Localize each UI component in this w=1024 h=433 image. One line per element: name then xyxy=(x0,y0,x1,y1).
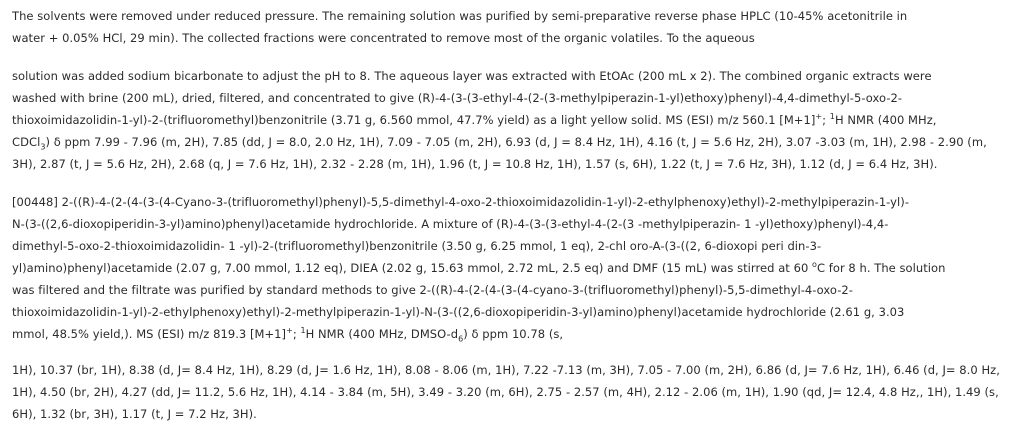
text-line: thioxoimidazolidin-1-yl)-2-(trifluoromethyl)benzonitrile (3.71 g, 6.560 mmol, 47.7% yield) as a light yellow solid. MS (ESI) m/z 560.1 [M+1]+; $^1$H NMR (400 MHz, xyxy=(12,112,937,127)
text-line: was filtered and the filtrate was purified by standard methods to give 2-((R)-4-(2-(4-(3-(4-cyano-3-(trifluoromethyl)phenyl)-5,5-dimethyl-4-oxo-2- xyxy=(12,283,853,297)
text-line: thioxoimidazolidin-1-yl)-2-ethylphenoxy)ethyl)-2-methylpiperazin-1-yl)-N-(3-((2,6-dioxopiperidin-3-yl)amino)phenyl)acetamide hydrochloride (2.61 g, 3.03 xyxy=(12,305,905,319)
text-line: N-(3-((2,6-dioxopiperidin-3-yl)amino)phenyl)acetamide hydrochloride. A mixture of (R)-4-(3-(3-ethyl-4-(2-(3 -methylpiperazin- 1 -yl)ethoxy)phenyl)-4,4- xyxy=(12,217,889,231)
text-line: yl)amino)phenyl)acetamide (2.07 g, 7.00 mmol, 1.12 eq), DIEA (2.02 g, 15.63 mmol, 2.72 mL, 2.5 eq) and DMF (15 mL) was stirred at 60 $^o$C for 8 h. The solution xyxy=(12,260,946,275)
text-line: CDCl$_3$) δ ppm 7.99 - 7.96 (m, 2H), 7.85 (dd, J = 8.0, 2.0 Hz, 1H), 7.09 - 7.05 (m, 2H), 6.93 (d, J = 8.4 Hz, 1H), 4.16 (t, J = 5.6 Hz, 2H), 3.07 -3.03 (m, 1H), 2.98 - 2.90 (m, xyxy=(12,135,987,152)
text-line: mmol, 48.5% yield,). MS (ESI) m/z 819.3 [M+1]+; $^1$H NMR (400 MHz, DMSO-$d_6$) δ ppm 10.78 (s, xyxy=(12,326,564,344)
text-line: 1H), 10.37 (br, 1H), 8.38 (d, J= 8.4 Hz, 1H), 8.29 (d, J= 1.6 Hz, 1H), 8.08 - 8.06 (m, 1H), 7.22 -7.13 (m, 3H), 7.05 - 7.00 (m, 2H), 6.86 (d, J= 7.6 Hz, 1H), 6.46 (d, J= 8.0 Hz, xyxy=(12,363,1000,377)
text-line: [00448] 2-((R)-4-(2-(4-(3-(4-Cyano-3-(trifluoromethyl)phenyl)-5,5-dimethyl-4-oxo-2-thioxoimidazolidin-1-yl)-2-ethylphenoxy)ethyl)-2-methylpiperazin-1-yl)- xyxy=(12,195,910,209)
text-line: 1H), 4.50 (br, 2H), 4.27 (dd, J= 11.2, 5.6 Hz, 1H), 4.14 - 3.84 (m, 5H), 3.49 - 3.20 (m, 6H), 2.75 - 2.57 (m, 4H), 2.12 - 2.06 (m, 1H), 1.90 (qd, J= 12.4, 4.8 Hz,, 1H), 1.49 (s, xyxy=(12,385,999,399)
text-line: dimethyl-5-oxo-2-thioxoimidazolidin- 1 -yl)-2-(trifluoromethyl)benzonitrile (3.50 g, 6.25 mmol, 1 eq), 2-chl oro-A-(3-((2, 6-dioxopi peri din-3- xyxy=(12,239,822,253)
text-line: 6H), 1.32 (br, 3H), 1.17 (t, J = 7.2 Hz, 3H). xyxy=(12,407,257,421)
text-line: water + 0.05% HCl, 29 min). The collected fractions were concentrated to remove most of the organic volatiles. To the aqueous xyxy=(12,31,755,45)
text-line: solution was added sodium bicarbonate to adjust the pH to 8. The aqueous layer was extracted with EtOAc (200 mL x 2). The combined organic extracts were xyxy=(12,69,932,83)
text-line: washed with brine (200 mL), dried, filtered, and concentrated to give (R)-4-(3-(3-ethyl-4-(2-(3-methylpiperazin-1-yl)ethoxy)phenyl)-4,4-dimethyl-5-oxo-2- xyxy=(12,91,903,105)
text-line: 3H), 2.87 (t, J = 5.6 Hz, 2H), 2.68 (q, J = 7.6 Hz, 1H), 2.32 - 2.28 (m, 1H), 1.96 (t, J = 10.8 Hz, 1H), 1.57 (s, 6H), 1.22 (t, J = 7.6 Hz, 3H), 1.12 (d, J = 6.4 Hz, 3H). xyxy=(12,157,938,171)
text-line: The solvents were removed under reduced pressure. The remaining solution was purified by semi-preparative reverse phase HPLC (10-45% acetonitrile in xyxy=(12,9,908,23)
